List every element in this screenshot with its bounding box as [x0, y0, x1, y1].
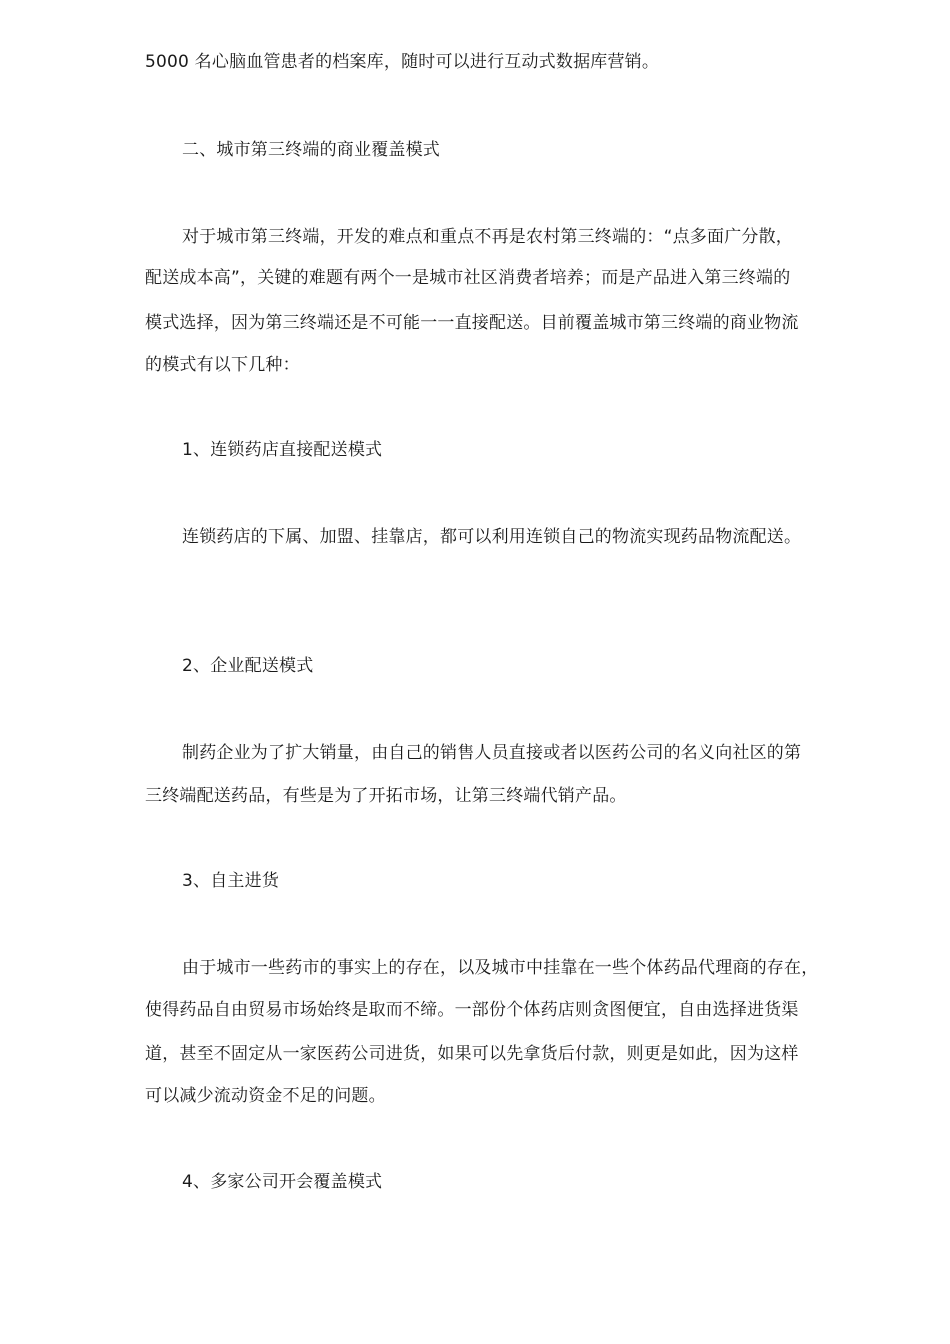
paragraph-line: 制药企业为了扩大销量，由自己的销售人员直接或者以医药公司的名义向社区的第: [182, 743, 802, 763]
paragraph-line: 三终端配送药品，有些是为了开拓市场，让第三终端代销产品。: [145, 786, 627, 806]
paragraph-line: 道，甚至不固定从一家医药公司进货，如果可以先拿货后付款，则更是如此，因为这样: [145, 1044, 799, 1064]
section-heading: 二、城市第三终端的商业覆盖模式: [182, 140, 440, 160]
paragraph-line: 模式选择，因为第三终端还是不可能一一直接配送。目前覆盖城市第三终端的商业物流: [145, 313, 799, 333]
text-line-continuation: 5000 名心脑血管患者的档案库，随时可以进行互动式数据库营销。: [145, 52, 660, 72]
subsection-heading: 4、多家公司开会覆盖模式: [182, 1172, 383, 1192]
subsection-heading: 1、连锁药店直接配送模式: [182, 440, 383, 460]
subsection-heading: 2、企业配送模式: [182, 656, 314, 676]
paragraph-line: 连锁药店的下属、加盟、挂靠店，都可以利用连锁自己的物流实现药品物流配送。: [182, 527, 802, 547]
paragraph-line: 配送成本高”，关键的难题有两个一是城市社区消费者培养；而是产品进入第三终端的: [145, 268, 791, 288]
paragraph-line: 对于城市第三终端，开发的难点和重点不再是农村第三终端的：“点多面广分散，: [182, 227, 794, 247]
subsection-heading: 3、自主进货: [182, 871, 280, 891]
paragraph-line: 由于城市一些药市的事实上的存在，以及城市中挂靠在一些个体药品代理商的存在，: [182, 958, 819, 978]
paragraph-line: 的模式有以下几种：: [145, 355, 300, 375]
paragraph-line: 可以减少流动资金不足的问题。: [145, 1086, 386, 1106]
paragraph-line: 使得药品自由贸易市场始终是取而不缔。一部份个体药店则贪图便宜，自由选择进货渠: [145, 1000, 799, 1020]
